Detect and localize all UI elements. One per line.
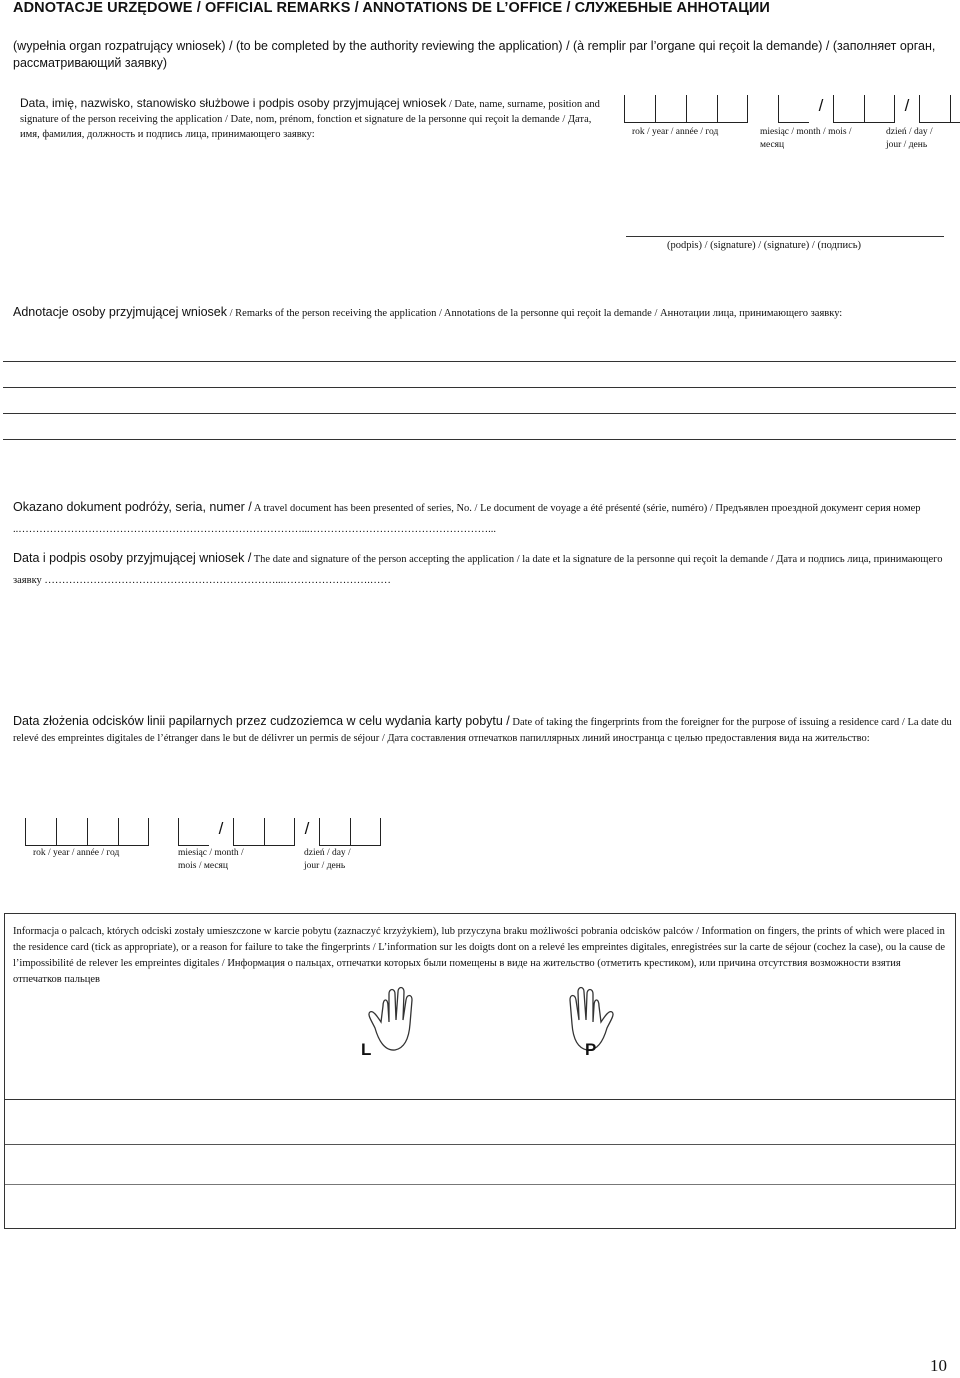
- travel-doc-text: A travel document has been presented of series, No. / Le document de voyage a été présenté (série, numéro) / Предъявлен проездной документ серия номер ..………………………………………………………………………...……………………………………………...: [13, 503, 921, 535]
- fingers-info-text: Informacja o palcach, których odciski zostały umieszczone w karcie pobytu (zaznaczyć krzyżykiem), lub przyczyna braku możliwości pobrania odcisków palców / Information on fingers, the prints of which were placed in the residence card (tick as appropriate), or a reason for failure to take the fingerprints / L’information sur les doigts dont on a relevé les empreintes digitales, enregistrées sur la carte de séjour (cochez la case), ou la cause de l’impossibilité de relever les empreintes digitales / Информация о пальцах, отпечатки которых были помещены в виде на жительство (отметить крестиком), или причина отсутствия возможности взятия отпечатков пальцев: [13, 926, 945, 985]
- box-divider: [5, 1184, 955, 1185]
- hands-diagram: [361, 984, 621, 1066]
- remarks-lead: Adnotacje osoby przyjmującej wniosek: [13, 305, 227, 319]
- receipt-lead: Data, imię, nazwisko, stanowisko służbowe i podpis osoby przyjmującej wniosek: [20, 96, 447, 110]
- year-digit-box[interactable]: [686, 95, 717, 123]
- signature-line[interactable]: [626, 236, 944, 237]
- remarks-line[interactable]: [3, 387, 956, 388]
- day-digit-box[interactable]: [319, 818, 350, 846]
- month-digit-box[interactable]: [833, 95, 864, 123]
- year-digit-box[interactable]: [717, 95, 748, 123]
- remarks-line[interactable]: [3, 361, 956, 362]
- page-number: 10: [930, 1356, 947, 1375]
- receipt-day-label: dzień / day / jour / день: [886, 127, 933, 150]
- day-digit-box[interactable]: [950, 95, 960, 123]
- year-digit-box[interactable]: [56, 818, 87, 846]
- signature-label: (podpis) / (signature) / (signature) / (подпись): [667, 240, 862, 251]
- fp-year-label: rok / year / année / год: [33, 848, 120, 858]
- remarks-description: [13, 304, 953, 322]
- page-subtitle: (wypełnia organ rozpatrujący wniosek) / (to be completed by the authority reviewing the application) / (à remplir par l’organe qui reçoit la demande) / (заполняет орган, рассматривающий заявку): [13, 39, 936, 70]
- fingerprints-lead: Data złożenia odcisków linii papilarnych przez cudzoziemca w celu wydania karty pobytu /: [13, 714, 510, 728]
- month-digit-box[interactable]: [178, 818, 209, 846]
- remarks-line[interactable]: [3, 413, 956, 414]
- receipt-date-boxes[interactable]: [624, 95, 960, 123]
- day-digit-box[interactable]: [919, 95, 950, 123]
- acceptance-lead: Data i podpis osoby przyjmującej wniosek /: [13, 551, 252, 565]
- receipt-text: / Date, name, surname, position and signature of the person receiving the application / Date, nom, prénom, fonction et signature de la personne qui reçoit la demande / Дата, имя, фамилия, должность и подпись лица, принимающего заявку:: [20, 99, 600, 140]
- travel-document-field[interactable]: [13, 497, 955, 540]
- page-title: ADNOTACJE URZĘDOWE / OFFICIAL REMARKS / ANNOTATIONS DE L’OFFICE / СЛУЖЕБНЫЕ АННОТАЦИИ: [13, 0, 770, 16]
- left-hand-icon: [369, 988, 412, 1051]
- year-digit-box[interactable]: [624, 95, 655, 123]
- fingerprints-date-description: [13, 713, 955, 747]
- fingers-info-box: [4, 913, 956, 1229]
- date-separator: /: [218, 819, 224, 838]
- receipt-year-label: rok / year / année / год: [632, 127, 719, 137]
- fingerprints-date-boxes[interactable]: [25, 818, 381, 846]
- remarks-text: / Remarks of the person receiving the application / Annotations de la personne qui reçoit la demande / Аннотации лица, принимающего заявку:: [227, 308, 843, 319]
- acceptance-text: The date and signature of the person accepting the application / la date et la signature de la personne qui reçoit la demande / Дата и подпись лица, принимающего заявку …………………………………………………………...…………………….……: [13, 554, 943, 586]
- box-divider: [5, 1144, 955, 1145]
- month-digit-box[interactable]: [233, 818, 264, 846]
- month-digit-box[interactable]: [864, 95, 895, 123]
- year-digit-box[interactable]: [118, 818, 149, 846]
- fp-day-label: dzień / day / jour / день: [304, 848, 351, 871]
- date-separator: /: [818, 96, 824, 115]
- box-divider: [5, 1099, 955, 1100]
- year-digit-box[interactable]: [87, 818, 118, 846]
- date-separator: /: [304, 819, 310, 838]
- acceptance-field[interactable]: [13, 548, 955, 591]
- fp-month-label: miesiąc / month / mois / месяц: [178, 848, 244, 871]
- receipt-description: [20, 96, 612, 142]
- left-hand-label: L: [361, 1040, 372, 1059]
- day-digit-box[interactable]: [350, 818, 381, 846]
- date-separator: /: [904, 96, 910, 115]
- year-digit-box[interactable]: [25, 818, 56, 846]
- month-digit-box[interactable]: [778, 95, 809, 123]
- remarks-line[interactable]: [3, 439, 956, 440]
- travel-doc-lead: Okazano dokument podróży, seria, numer /: [13, 500, 252, 514]
- fingerprints-text: Date of taking the fingerprints from the foreigner for the purpose of issuing a residence card / La date du relevé des empreintes digitales de l’étranger dans le but de délivrer un permis de séjour / Дата составления отпечатков папиллярных линий иностранца с целью предоставления вида на жительство:: [13, 717, 952, 744]
- receipt-month-label: miesiąc / month / mois / месяц: [760, 127, 852, 150]
- month-digit-box[interactable]: [264, 818, 295, 846]
- year-digit-box[interactable]: [655, 95, 686, 123]
- right-hand-label: P: [585, 1040, 597, 1059]
